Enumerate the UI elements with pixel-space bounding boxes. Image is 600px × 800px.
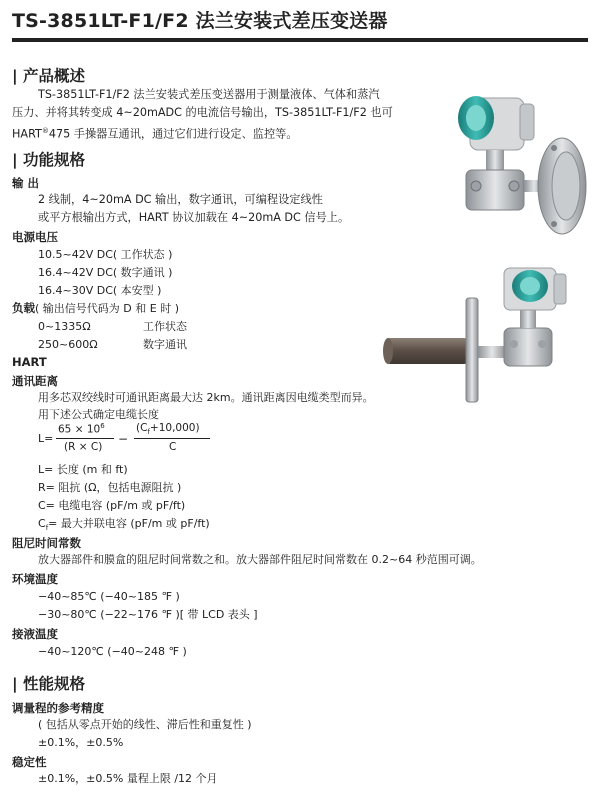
accuracy-value: ±0.1%，±0.5%: [38, 736, 124, 749]
fraction-bar-2: [134, 438, 210, 439]
hart-brand: HART: [12, 127, 42, 141]
power-item-2: 16.4~42V DC( 数字通讯 ): [38, 266, 173, 279]
stability-label: 稳定性: [12, 755, 47, 769]
page-title: TS-3851LT-F1/F2 法兰安装式差压变送器: [12, 10, 388, 32]
ambient-temp-2: −30~80℃ (−22~176 ℉ )[ 带 LCD 表头 ]: [38, 608, 258, 621]
damping-text: 放大器部件和膜盒的阻尼时间常数之和。放大器部件阻尼时间常数在 0.2~64 秒范围可调。: [38, 553, 482, 566]
section-heading-overview: | 产品概述: [12, 67, 86, 85]
formula-denominator-1: (R × C): [64, 441, 103, 453]
hart-label: HART: [12, 355, 47, 369]
process-temp-1: −40~120℃ (−40~248 ℉ ): [38, 645, 187, 658]
formula-numerator-2: $(C_f+10,000)$: [136, 422, 200, 437]
formula-exponent: 6: [100, 422, 105, 430]
def-capacitance: C= 电缆电容 (pF/m 或 pF/ft): [38, 499, 186, 512]
def-resistance: R= 阻抗 (Ω，包括电源阻抗 ): [38, 481, 182, 494]
product-image-transmitter-f1: [440, 88, 592, 260]
damping-label: 阻尼时间常数: [12, 536, 81, 550]
power-item-1: 10.5~42V DC( 工作状态 ): [38, 248, 173, 261]
load-range-2: 250~600Ω: [38, 338, 98, 351]
fraction-bar-1: [56, 438, 114, 439]
ambient-temp-label: 环境温度: [12, 572, 58, 586]
load-note: ( 输出信号代码为 D 和 E 时 ): [35, 302, 179, 315]
load-state-1: 工作状态: [143, 320, 187, 333]
load-heading: [12, 300, 179, 316]
section-heading-performance: | 性能规格: [12, 675, 86, 693]
overview-line-3-text: 475 手操器互通讯，通过它们进行设定、监控等。: [48, 127, 298, 141]
accuracy-label: 调量程的参考精度: [12, 701, 104, 715]
section-heading-function: | 功能规格: [12, 151, 86, 169]
formula-minus: −: [118, 432, 129, 446]
output-line-2: 或平方根输出方式，HART 协议加载在 4~20mA DC 信号上。: [38, 211, 350, 224]
load-state-2: 数字通讯: [143, 338, 187, 351]
stability-value: ±0.1%，±0.5% 量程上限 /12 个月: [38, 772, 218, 785]
ambient-temp-1: −40~85℃ (−40~185 ℉ ): [38, 590, 180, 603]
load-range-1: 0~1335Ω: [38, 320, 91, 333]
formula-lhs: L=: [38, 432, 54, 445]
power-label: 电源电压: [12, 230, 58, 244]
formula-denominator-2: C: [169, 441, 177, 453]
power-item-3: 16.4~30V DC( 本安型 ): [38, 284, 162, 297]
registered-mark: ®: [41, 127, 49, 135]
overview-line-3: [12, 122, 298, 144]
load-label: 负载: [12, 301, 35, 315]
cable-length-formula: [38, 422, 218, 458]
output-line-1: 2 线制，4~20mA DC 输出，数字通讯，可编程设定线性: [38, 193, 323, 206]
comm-line-2: 用下述公式确定电缆长度: [38, 408, 159, 421]
overview-line-2: 压力、并将其转变成 4~20mADC 的电流信号输出，TS-3851LT-F1/F2 也可: [12, 106, 393, 119]
product-image-transmitter-f2: [380, 262, 592, 412]
def-length: L= 长度 (m 和 ft): [38, 463, 128, 476]
title-rule: [12, 38, 588, 42]
comm-label: 通讯距离: [12, 374, 58, 388]
output-label: 输 出: [12, 176, 40, 190]
overview-line-1: TS-3851LT-F1/F2 法兰安装式差压变送器用于测量液体、气体和蒸汽: [38, 88, 380, 101]
accuracy-note: ( 包括从零点开始的线性、滞后性和重复性 ): [38, 718, 252, 731]
comm-line-1: 用多芯双绞线时可通讯距离最大达 2km。通讯距离因电缆类型而异。: [38, 391, 374, 404]
def-max-capacitance: $C_f=$ 最大并联电容 (pF/m 或 pF/ft): [38, 517, 210, 533]
formula-numerator-1: $65 \times 10^6$: [58, 422, 105, 436]
process-temp-label: 接液温度: [12, 627, 58, 641]
